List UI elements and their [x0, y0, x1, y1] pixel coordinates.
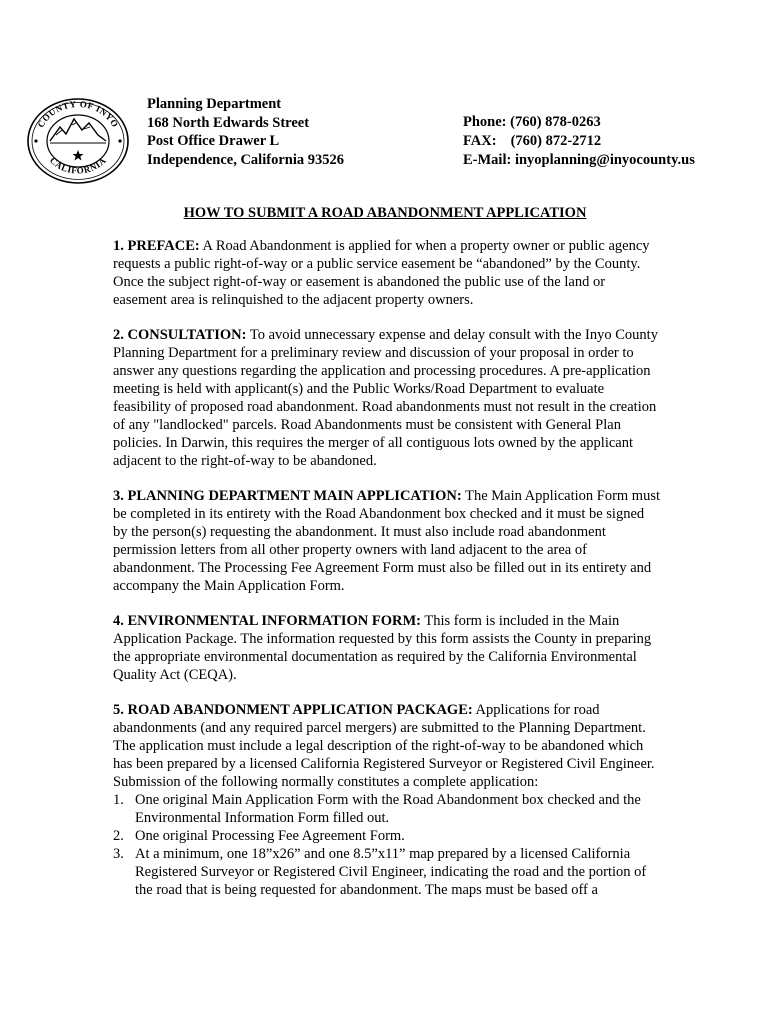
address-block	[147, 95, 344, 169]
list-item	[113, 827, 661, 845]
requirements-list	[113, 791, 661, 899]
document-title: HOW TO SUBMIT A ROAD ABANDONMENT APPLICATION	[183, 205, 587, 221]
section-preface	[113, 237, 661, 309]
list-item-text: One original Main Application Form with the Road Abandonment box checked and the Environmental Information Form filled out.	[135, 792, 641, 826]
list-item-number: 2.	[113, 828, 124, 844]
list-item	[113, 845, 661, 899]
fax-line	[463, 132, 695, 151]
section-heading: 3. PLANNING DEPARTMENT MAIN APPLICATION:	[113, 488, 462, 504]
address-line: Post Office Drawer L	[147, 133, 280, 149]
fax-label: FAX:	[463, 133, 497, 149]
section-heading: 5. ROAD ABANDONMENT APPLICATION PACKAGE:	[113, 702, 473, 718]
contact-block	[463, 113, 695, 170]
section-heading: 4. ENVIRONMENTAL INFORMATION FORM:	[113, 613, 421, 629]
section-main-application	[113, 487, 661, 595]
section-text: The Main Application Form must be completed in its entirety with the Road Abandonment box checked and it must be signed by the person(s) requesting the abandonment. It must also include road abandonment permission letters from all other property owners with land adjacent to the area of abandonment. The Processing Fee Agreement Form must also be filled out in its entirety and accompany the Main Application Form.	[113, 488, 661, 594]
address-line: Planning Department	[147, 96, 282, 112]
list-item	[113, 791, 661, 827]
document-body	[113, 237, 661, 899]
seal-text-top: COUNTY OF INYO	[35, 98, 121, 130]
seal-text-bottom: CALIFORNIA	[47, 155, 109, 176]
address-line: 168 North Edwards Street	[147, 114, 310, 131]
email-line: E-Mail: inyoplanning@inyocounty.us	[463, 152, 695, 168]
section-consultation	[113, 326, 661, 470]
list-item-number: 1.	[113, 792, 124, 808]
address-line: Independence, California 93526	[147, 151, 344, 168]
svg-text:CALIFORNIA	[48, 155, 108, 175]
section-text: To avoid unnecessary expense and delay consult with the Inyo County Planning Department for a preliminary review and discussion of your proposal in order to answer any questions regarding the application and processing procedures. A pre-application meeting is held with applicant(s) and the Public Works/Road Department to evaluate feasibility of proposed road abandonment. Road abandonments must not result in the creation of any "landlocked" parcels. Road Abandonments must be consistent with General Plan policies. In Darwin, this requires the merger of all contiguous lots owned by the applicant adjacent to the right-of-way to be abandoned.	[113, 327, 658, 469]
section-environmental-form	[113, 612, 661, 684]
county-seal-logo	[26, 97, 130, 185]
section-heading: 2. CONSULTATION:	[113, 327, 247, 343]
section-application-package	[113, 701, 661, 791]
section-text: This form is included in the Main Application Package. The information requested by this form assists the County in preparing the appropriate environmental documentation as required by the California Environmental Quality Act (CEQA).	[113, 613, 652, 683]
list-item-text: One original Processing Fee Agreement Form.	[135, 828, 405, 844]
phone-line: Phone: (760) 878-0263	[463, 114, 601, 130]
section-text: A Road Abandonment is applied for when a property owner or public agency requests a public right-of-way or a public service easement be “abandoned” by the County. Once the subject right-of-way or easement is abandoned the public use of the land or easement area is relinquished to the adjacent property owners.	[113, 238, 650, 308]
fax-value: (760) 872-2712	[510, 133, 602, 149]
list-item-number: 3.	[113, 846, 124, 862]
list-item-text: At a minimum, one 18”x26” and one 8.5”x11” map prepared by a licensed California Registered Surveyor or Registered Civil Engineer, indicating the road and the portion of the road that is being requested for abandonment. The maps must be based off a	[135, 846, 647, 898]
section-text: Applications for road abandonments (and any required parcel mergers) are submitted to the Planning Department. The application must include a legal description of the right-of-way to be abandoned which has been prepared by a licensed California Registered Surveyor or Registered Civil Engineer. Submission of the following normally constitutes a complete application:	[113, 702, 655, 790]
section-heading: 1. PREFACE:	[113, 238, 200, 254]
